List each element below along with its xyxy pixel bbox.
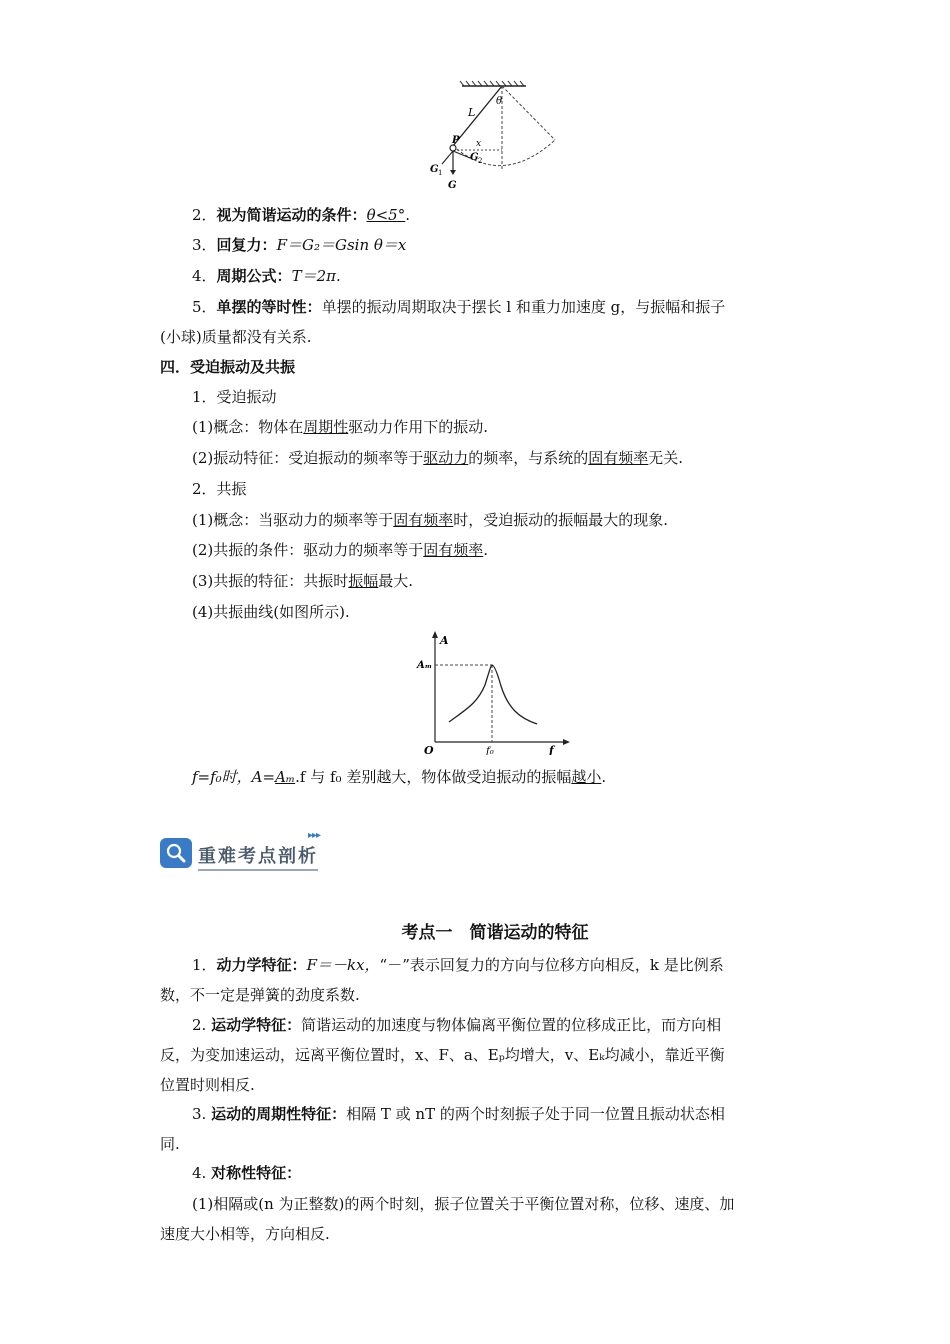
isochronism-cont: (小球)质量都没有关系. (160, 328, 312, 346)
label-L: L (468, 106, 476, 119)
section-heading-forced-vibration: 四．受迫振动及共振 (160, 358, 296, 376)
tick-label-f0: f₀ (486, 746, 494, 755)
dynamics-feature-cont: 数，不一定是弹簧的劲度系数. (160, 986, 360, 1004)
axis-label-A: A (440, 634, 449, 647)
resonance-conclusion: f=f₀时，A=Aₘ.f 与 f₀ 差别越大，物体做受迫振动的振幅越小. (192, 768, 607, 786)
kinematics-feature: 2. 运动学特征：简谐运动的加速度与物体偏离平衡位置的位移成正比，而方向相 (192, 1016, 722, 1034)
label-G2: G (470, 152, 479, 163)
axis-label-f: f (549, 744, 554, 755)
symmetry-point-1-cont: 速度大小相等，方向相反. (160, 1225, 330, 1243)
label-G2-sub: 2 (478, 157, 483, 165)
isochronism: 5．单摆的等时性：单摆的振动周期取决于摆长 l 和重力加速度 g，与振幅和振子 (192, 298, 726, 316)
label-x: x (476, 139, 482, 149)
resonance-concept: (1)概念：当驱动力的频率等于固有频率时，受迫振动的振幅最大的现象. (192, 511, 669, 529)
label-G: G (448, 180, 457, 191)
forced-concept: (1)概念：物体在周期性驱动力作用下的振动. (192, 418, 489, 436)
tick-label-Am: Aₘ (417, 660, 433, 671)
pendulum-diagram (420, 80, 560, 195)
resonance-curve-caption: (4)共振曲线(如图所示). (192, 603, 350, 621)
resonance-feature: (3)共振的特征：共振时振幅最大. (192, 572, 414, 590)
dynamics-feature: 1．动力学特征：F＝－kx，“－”表示回复力的方向与位移方向相反，k 是比例系 (192, 956, 724, 974)
label-G1-sub: 1 (438, 169, 443, 177)
label-theta: θ (496, 96, 503, 107)
periodicity-feature: 3. 运动的周期性特征：相隔 T 或 nT 的两个时刻振子处于同一位置且振动状态相 (192, 1105, 725, 1123)
keypoint-title: 考点一 简谐运动的特征 (401, 923, 589, 943)
kinematics-feature-cont1: 反，为变加速运动，远离平衡位置时，x、F、a、Eₚ均增大，v、Eₖ均减小，靠近平衡 (160, 1046, 725, 1064)
arrows-icon: ▸▸▸ (308, 830, 321, 841)
label-G1: G (430, 164, 439, 175)
period-formula: 4．周期公式：T＝2π. (192, 267, 341, 285)
pendulum-condition: 2．视为简谐运动的条件：θ<5°. (192, 206, 410, 224)
section-badge (160, 830, 350, 870)
badge-title: 重难考点剖析 (198, 842, 318, 871)
resonance-condition: (2)共振的条件：驱动力的频率等于固有频率. (192, 541, 489, 559)
subheading-resonance: 2．共振 (192, 480, 247, 498)
resonance-curve-chart (415, 630, 575, 755)
origin-label: O (424, 744, 434, 755)
forced-feature: (2)振动特征：受迫振动的频率等于驱动力的频率，与系统的固有频率无关. (192, 449, 684, 467)
magnifier-icon (160, 838, 192, 868)
kinematics-feature-cont2: 位置时则相反. (160, 1076, 255, 1094)
label-P: P (452, 135, 460, 146)
subheading-forced-vibration: 1．受迫振动 (192, 388, 277, 406)
restoring-force: 3．回复力：F＝G₂＝Gsin θ＝x (192, 236, 407, 254)
periodicity-feature-cont: 同. (160, 1135, 180, 1153)
symmetry-feature: 4. 对称性特征： (192, 1164, 302, 1182)
symmetry-point-1: (1)相隔或(n 为正整数)的两个时刻，振子位置关于平衡位置对称，位移、速度、加 (192, 1195, 735, 1213)
resonance-curve (449, 665, 537, 724)
